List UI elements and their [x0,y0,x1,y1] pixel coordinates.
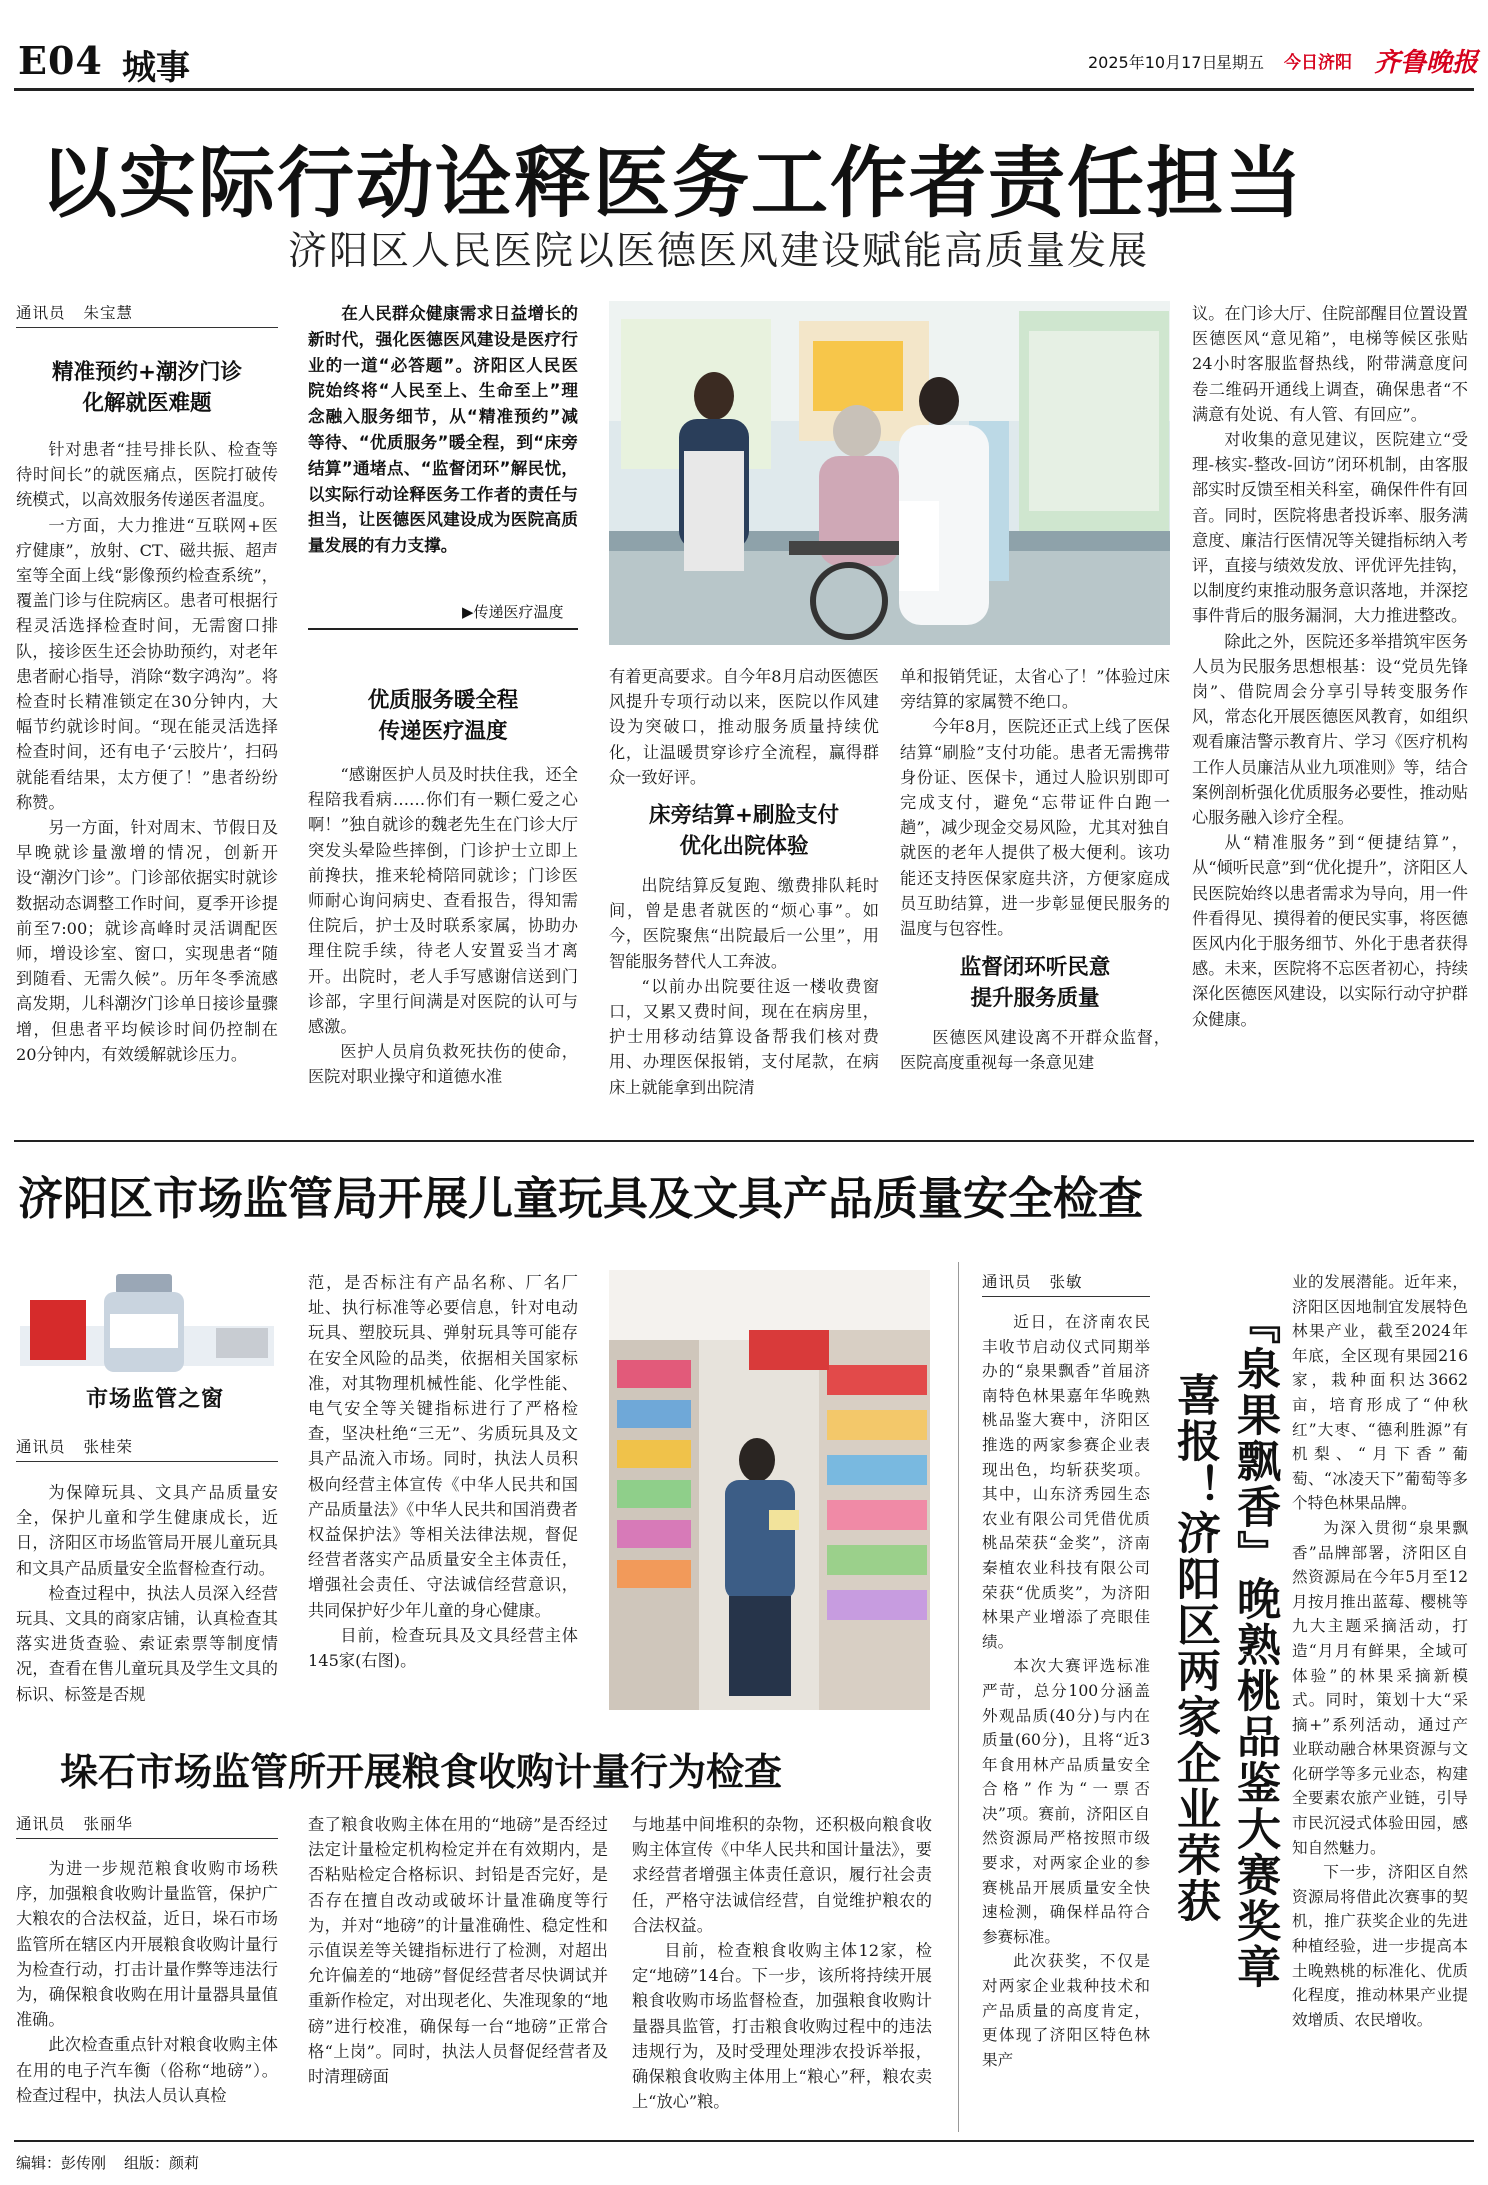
masthead [0,0,1488,100]
article1-subhead-2: 优质服务暖全程 传递医疗温度 [367,688,519,744]
article1-headline: 以实际行动诠释医务工作者责任担当 [40,139,1304,229]
paragraph: 针对患者“挂号排长队、检查等待时间长”的就医痛点，医院打破传统模式，以高效服务传递医者温度。 [16,440,278,510]
byline-role: 通讯员 [16,1438,66,1456]
article1-col5 [1192,301,1468,1032]
paragraph: 从“精准服务”到“便捷结算”，从“倾听民意”到“优化提升”，济阳区人民医院始终以患者需求为导向，用一件件看得见、摸得着的便民实事，将医德医风内化于服务细节、外化于患者获得感。未来，医院将不忘医者初心，持续深化医德医风建设，以实际行动守护群众健康。 [1192,833,1468,1029]
paragraph: 对收集的意见建议，医院建立“受理-核实-整改-回访”闭环机制，由客服部实时反馈至相关科室，确保件件有回音。同时，医院将患者投诉率、服务满意度、廉洁行医情况等关键指标纳入考评，直接与绩效发放、评优评先挂钩，以制度约束推动服务意识落地，并深挖事件背后的服务漏洞，大力推进整改。 [1192,430,1468,626]
paragraph: 为进一步规范粮食收购市场秩序，加强粮食收购计量监管，保护广大粮农的合法权益，近日，垛石市场监管所在辖区内开展粮食收购计量行为检查行动，打击计量作弊等违法行为，确保粮食收购在用计量器具量值准确。 [16,1859,278,2030]
paragraph: 目前，检查粮食收购主体12家，检定“地磅”14台。下一步，该所将持续开展粮食收购市场监督检查，加强粮食收购计量器具监管，打击粮食收购过程中的违法违规行为，及时受理处理涉农投诉举报，确保粮食收购主体用上“粮心”秤，粮农卖上“放心”粮。 [632,1941,932,2112]
paragraph: “感谢医护人员及时扶住我，还全程陪我看病……你们有一颗仁爱之心啊！”独自就诊的魏老先生在门诊大厅突发头晕险些摔倒，门诊护士立即上前搀扶，推来轮椅陪同就诊；门诊医师耐心询问病史、查看报告，得知需住院后，护士及时联系家属，协助办理住院手续，待老人安置妥当才离开。出院时，老人手写感谢信送到门诊部，字里行间满是对医院的认可与感激。 [308,765,578,1037]
article1-col4b [900,1025,1170,1075]
issue-date: 2025年10月17日 [1088,53,1218,72]
paragraph: 为深入贯彻“泉果飘香”品牌部署，济阳区自然资源局在今年5月至12月按月推出蓝莓、樱桃等九大主题采摘活动，打造“月月有鲜果，全域可体验”的林果采摘新模式。同时，策划十大“采摘+”系列活动，通过产业联动融合林果资源与文化研学等多元业态，构建全要素农旅产业链，引导市民沉浸式体验田园，感知自然魅力。 [1292,1518,1468,1857]
paragraph: 范，是否标注有产品名称、厂名厂址、执行标准等必要信息，针对电动玩具、塑胶玩具、弹射玩具等可能存在安全风险的品类，依据相关国家标准，对其物理机械性能、化学性能、电气安全等关键指标进行了严格检查，坚决杜绝“三无”、劣质玩具及文具产品流入市场。同时，执法人员积极向经营主体宣传《中华人民共和国产品质量法》《中华人民共和国消费者权益保护法》等相关法律法规，督促经营者落实产品质量安全主体责任，增强社会责任、守法诚信经营意识，共同保护好少年儿童的身心健康。 [308,1273,578,1620]
article1-col2 [308,762,578,1090]
article1-byline [16,301,278,328]
section-name: 城事 [122,48,190,88]
article2-col2 [308,1270,578,1673]
toy-store-photo [609,1270,930,1710]
paragraph: 此次获奖，不仅是对两家企业栽种技术和产品质量的高度肯定，更体现了济阳区特色林果产 [982,1952,1150,2069]
footer-designer: 组版：颜莉 [124,2154,200,2172]
byline-role: 通讯员 [16,304,66,322]
byline-role: 通讯员 [982,1273,1032,1291]
article2-headline: 济阳区市场监管局开展儿童玩具及文具产品质量安全检查 [18,1172,1144,1225]
footer-editor: 编辑：彭传刚 [16,2154,107,2172]
article1-subhead-4: 监督闭环听民意 提升服务质量 [959,955,1111,1011]
article4-col1 [982,1310,1150,2072]
byline-name: 张敏 [1049,1273,1083,1291]
byline-name: 张丽华 [83,1815,134,1833]
paragraph: 出院结算反复跑、缴费排队耗时间，曾是患者就医的“烦心事”。如今，医院聚焦“出院最后一公里”，用智能服务替代人工奔波。 [609,876,879,971]
article4-byline [982,1270,1150,1297]
logo-text: 市场监管之窗 [86,1387,225,1412]
paragraph: 本次大赛评选标准严苛，总分100分涵盖外观品质(40分)与内在质量(60分)，且将“近3年食用林产品质量安全合格”作为“一票否决”项。赛前，济阳区自然资源局严格按照市级要求，对两家企业的参赛桃品开展质量安全快速检测，确保样品符合参赛标准。 [982,1657,1150,1946]
paragraph: 为保障玩具、文具产品质量安全，保护儿童和学生健康成长，近日，济阳区市场监管局开展儿童玩具和文具产品质量安全监督检查行动。 [16,1483,278,1578]
article2-byline [16,1435,278,1462]
byline-name: 张桂荣 [83,1438,134,1456]
article3-col1 [16,1856,278,2108]
paragraph: “以前办出院要往返一楼收费窗口，又累又费时间，现在在病房里，护士用移动结算设备帮我们核对费用、办理医保报销，支付尾款，在病床上就能拿到出院清 [609,976,879,1097]
paragraph: 单和报销凭证，太省心了！”体验过床旁结算的家属赞不绝口。 [900,667,1170,712]
paragraph: 与地基中间堆积的杂物，还积极向粮食收购主体宣传《中华人民共和国计量法》，要求经营者增强主体责任意识，履行社会责任，严格守法诚信经营，自觉维护粮农的合法权益。 [632,1815,932,1935]
paragraph: 另一方面，针对周末、节假日及早晚就诊量激增的情况，创新开设“潮汐门诊”。门诊部依据实时就诊数据动态调整工作时间，夏季开诊提前至7:00；就诊高峰时灵活调配医师，增设诊室、窗口，实现患者“随到随看、无需久候”。历年冬季流感高发期，儿科潮汐门诊单日接诊量骤增，但患者平均候诊时间仍控制在20分钟内，有效缓解就诊压力。 [16,818,278,1064]
paragraph: 检查过程中，执法人员深入经营玩具、文具的商家店铺，认真检查其落实进货查验、索证索票等制度情况，查看在售儿童玩具及学生文具的标识、标签是否规 [16,1583,278,1704]
article1-lead [308,301,578,559]
footer-rule [14,2140,1474,2142]
paragraph: 近日，在济南农民丰收节启动仪式同期举办的“泉果飘香”首届济南特色林果嘉年华晚熟桃品鉴大赛中，济阳区推选的两家参赛企业表现出色，均斩获奖项。其中，山东济秀园生态农业有限公司凭借优质桃品荣获“金奖”，济南秦植农业科技有限公司荣获“优质奖”，为济阳林果产业增添了亮眼佳绩。 [982,1313,1150,1651]
paragraph: 医德医风建设离不开群众监督，医院高度重视每一条意见建 [900,1028,1170,1073]
article1-col3b [609,873,879,1100]
article3-byline [16,1812,278,1839]
article1-subhead-3: 床旁结算+刷脸支付 优化出院体验 [648,803,839,859]
article1-col3 [609,664,879,790]
market-supervision-logo [16,1270,278,1426]
article4-col2 [1292,1270,1468,2032]
photo-caption: ▶传递医疗温度 [462,603,564,621]
article2-col1 [16,1480,278,1707]
byline-role: 通讯员 [16,1815,66,1833]
paragraph: 查了粮食收购主体在用的“地磅”是否经过法定计量检定机构检定并在有效期内，是否粘贴检定合格标识、封铅是否完好，是否存在擅自改动或破坏计量准确度等行为，并对“地磅”的计量准确性、稳定性和示值误差等关键指标进行了检测，对超出允许偏差的“地磅”督促经营者尽快调试并重新作检定，对出现老化、失准现象的“地磅”进行校准，确保每一台“地磅”正常合格“上岗”。同时，执法人员督促经营者及时清理磅面 [308,1815,608,2087]
paragraph: 一方面，大力推进“互联网+医疗健康”，放射、CT、磁共振、超声室等全面上线“影像预约检查系统”，覆盖门诊与住院病区。患者可根据行程灵活选择检查时间，无需窗口排队，接诊医生还会协助预约，对老年患者耐心指导，消除“数字鸿沟”。将检查时长精准锁定在30分钟内，大幅节约就诊时间。“现在能灵活选择检查时间，还有电子‘云胶片’，扫码就能看结果，太方便了！”患者纷纷称赞。 [16,515,278,812]
paragraph: 除此之外，医院还多举措筑牢医务人员为民服务思想根基：设“党员先锋岗”、借院周会分享引导转变服务作风，常态化开展医德医风教育，如组织观看廉洁警示教育片、学习《医疗机构工作人员廉洁从业九项准则》等，结合案例剖析强化优质服务必要性，推动贴心服务融入诊疗全程。 [1192,631,1468,828]
section-divider [14,1140,1474,1142]
paragraph: 此次检查重点针对粮食收购主体在用的电子汽车衡（俗称“地磅”）。检查过程中，执法人员认真检 [16,2035,278,2105]
article4-divider [958,1262,959,2132]
hospital-photo [609,301,1170,645]
article1-subhead-1: 精准预约+潮汐门诊 化解就医难题 [51,360,242,416]
paragraph: 今年8月，医院还正式上线了医保结算“刷脸”支付功能。患者无需携带身份证、医保卡，通过人脸识别即可完成支付，避免“忘带证件白跑一趟”，减少现金交易风险，尤其对独自就医的老年人提供了极大便利。该功能还支持医保家庭共济，方便家庭成员互助结算，进一步彰显便民服务的温度与包容性。 [900,717,1170,939]
article1-subtitle: 济阳区人民医院以医德医风建设赋能高质量发展 [288,229,1150,274]
lead-divider [308,628,578,630]
masthead-rule [14,88,1474,91]
lead-paragraph: 在人民群众健康需求日益增长的新时代，强化医德医风建设是医疗行业的一道“必答题”。济阳区人民医院始终将“人民至上、生命至上”理念融入服务细节，从“精准预约”减等待、“优质服务”暖全程，到“床旁结算”通堵点、“监督闭环”解民忧，以实际行动诠释医务工作者的责任与担当，让医德医风建设成为医院高质量发展的有力支撑。 [308,304,578,556]
paragraph: 目前，检查玩具及文具经营主体145家(右图)。 [308,1625,578,1671]
page-number: E04 [18,38,103,83]
paragraph: 议。在门诊大厅、住院部醒目位置设置医德医风“意见箱”，电梯等候区张贴24小时客服监督热线，附带满意度问卷二维码开通线上调查，确保患者“不满意有处说、有人管、有回应”。 [1192,304,1468,424]
weekday: 星期五 [1216,53,1265,72]
article3-col3 [632,1812,932,2114]
article3-col2 [308,1812,608,2089]
article4-headline-a: 『泉果飘香』晚熟桃品鉴大赛奖章 [1229,1300,1280,1990]
article4-headline-b: 喜报！济阳区两家企业荣获 [1169,1372,1220,1924]
article1-col4 [900,664,1170,941]
bottle-icon [16,1270,278,1380]
paragraph: 下一步，济阳区自然资源局将借此次赛事的契机，推广获奖企业的先进种植经验，进一步提高本土晚熟桃的标准化、优质化程度，推动林果产业提效增质、农民增收。 [1292,1863,1468,2029]
paragraph: 业的发展潜能。近年来，济阳区因地制宜发展特色林果产业，截至2024年年底，全区现有果园216家，栽种面积达3662亩，培育形成了“仲秋红”大枣、“德利胜源”有机梨、“月下香”葡萄、“冰凌天下”葡萄等多个特色林果品牌。 [1292,1273,1468,1513]
byline-name: 朱宝慧 [83,304,134,322]
edition-name: 今日济阳 [1284,53,1352,73]
paragraph: 医护人员肩负救死扶伤的使命，医院对职业操守和道德水准 [308,1042,578,1087]
paragraph: 有着更高要求。自今年8月启动医德医风提升专项行动以来，医院以作风建设为突破口，推动服务质量持续优化，让温暖贯穿诊疗全流程，赢得群众一致好评。 [609,667,879,787]
paper-logo: 齐鲁晚报 [1374,48,1479,78]
article1-col1 [16,437,278,1067]
article3-headline: 垛石市场监管所开展粮食收购计量行为检查 [60,1749,783,1794]
